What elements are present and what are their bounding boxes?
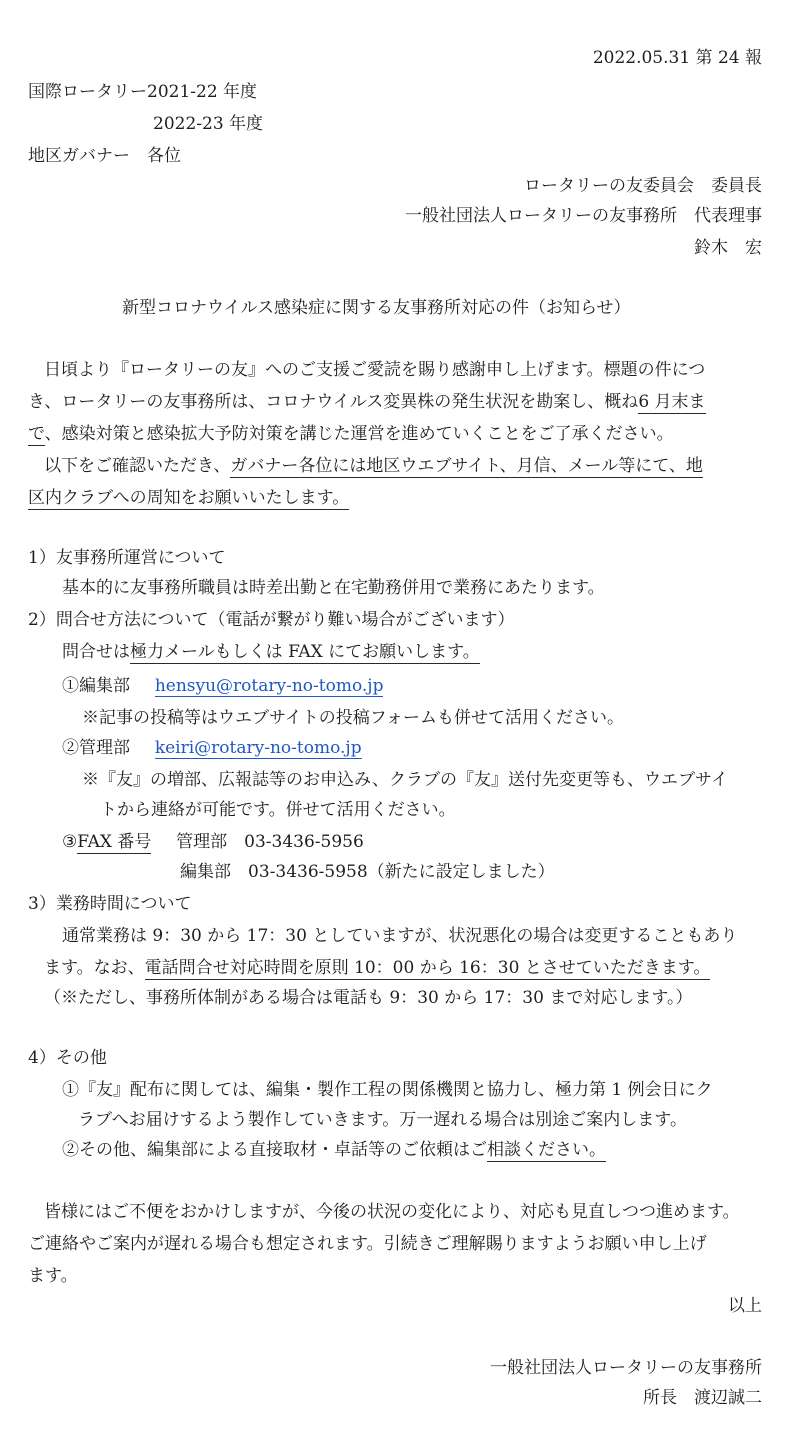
intro-line-2-underlined: 6 月末ま <box>638 392 706 412</box>
intro-line-5-underlined: 区内クラブへの周知をお願いいたします。 <box>28 488 350 508</box>
fax-mark: ③ <box>62 832 78 852</box>
intro-line-4-text: 以下をご確認いただき、 <box>44 456 231 476</box>
intro-line-2 <box>28 392 706 412</box>
editorial-email-link[interactable]: hensyu@rotary-no-tomo.jp <box>154 676 384 696</box>
admin-email-link[interactable]: keiri@rotary-no-tomo.jp <box>154 738 362 758</box>
section-3-line-3: （※ただし、事務所体制がある場合は電話も 9：30 から 17：30 まで対応します。） <box>44 988 693 1008</box>
footer-organization: 一般社団法人ロータリーの友事務所 <box>490 1358 762 1378</box>
fax-label: FAX 番号 <box>77 832 152 852</box>
sender-name: 鈴木 宏 <box>694 238 762 258</box>
intro-line-4 <box>44 456 703 476</box>
contact-admin-label: ②管理部 <box>62 738 130 758</box>
intro-line-5 <box>28 488 349 508</box>
section-3-line-2-underlined: 電話問合せ対応時間を原則 10：00 から 16：30 とさせていただきます。 <box>144 958 711 978</box>
fax-admin: 管理部 03-3436-5956 <box>176 832 364 852</box>
section-3-line-1: 通常業務は 9：30 から 17：30 としていますが、状況悪化の場合は変更することもあり <box>62 926 738 946</box>
section-4-line-3 <box>62 1140 606 1160</box>
contact-admin <box>62 738 362 758</box>
sender-line-2: 一般社団法人ロータリーの友事務所 代表理事 <box>405 206 762 226</box>
section-2-line-1-text: 問合せは <box>62 642 130 662</box>
section-3-heading: 3）業務時間について <box>28 894 192 914</box>
closing-ijo: 以上 <box>728 1296 762 1316</box>
section-2-heading: 2）問合せ方法について（電話が繋がり難い場合がございます） <box>28 610 515 630</box>
footer-person: 所長 渡辺誠二 <box>643 1388 762 1408</box>
section-4-line-2: ラブへお届けするよう製作していきます。万一遅れる場合は別途ご案内します。 <box>78 1110 687 1130</box>
closing-line-3: ます。 <box>28 1266 78 1286</box>
intro-line-3-underlined: で <box>28 424 45 444</box>
section-1-heading: 1）友事務所運営について <box>28 548 226 568</box>
contact-admin-note-2: トから連絡が可能です。併せて活用ください。 <box>100 800 456 820</box>
notice-title: 新型コロナウイルス感染症に関する友事務所対応の件（お知らせ） <box>122 298 631 318</box>
section-4-line-1: ①『友』配布に関しては、編集・製作工程の関係機関と協力し、極力第 1 例会日にク <box>62 1080 713 1100</box>
sender-line-1: ロータリーの友委員会 委員長 <box>524 176 762 196</box>
section-4-line-3-text: ②その他、編集部による直接取材・卓話等のご依頼はご <box>62 1140 487 1160</box>
section-2-line-1 <box>62 642 480 662</box>
section-4-heading: 4）その他 <box>28 1048 107 1068</box>
issue-date: 2022.05.31 第 24 報 <box>592 48 762 68</box>
contact-admin-note-1: ※『友』の増部、広報誌等のお申込み、クラブの『友』送付先変更等も、ウエブサイ <box>82 770 728 790</box>
section-4-line-3-underlined: 相談ください。 <box>487 1140 606 1160</box>
section-3-line-2 <box>44 958 710 978</box>
addressee-line-1: 国際ロータリー2021-22 年度 <box>28 82 258 102</box>
addressee-line-2: 2022-23 年度 <box>153 114 264 134</box>
section-2-line-1-underlined: 極力メールもしくは FAX にてお願いします。 <box>130 642 480 662</box>
intro-line-3 <box>28 424 674 444</box>
contact-editorial-note: ※記事の投稿等はウエブサイトの投稿フォームも併せて活用ください。 <box>82 708 624 728</box>
closing-line-1: 皆様にはご不便をおかけしますが、今後の状況の変化により、対応も見直しつつ進めます。 <box>44 1202 740 1222</box>
section-3-line-2-text: ます。なお、 <box>44 958 145 978</box>
fax-editorial: 編集部 03-3436-5958（新たに設定しました） <box>180 862 555 882</box>
contact-editorial-label: ①編集部 <box>62 676 130 696</box>
addressee-line-3: 地区ガバナー 各位 <box>28 146 181 166</box>
intro-line-4-underlined: ガバナー各位には地区ウエブサイト、月信、メール等にて、地 <box>230 456 703 476</box>
intro-line-3-text: 、感染対策と感染拡大予防対策を講じた運営を進めていくことをご了承ください。 <box>44 424 674 444</box>
intro-line-2-text: き、ロータリーの友事務所は、コロナウイルス変異株の発生状況を勘案し、概ね <box>28 392 639 412</box>
closing-line-2: ご連絡やご案内が遅れる場合も想定されます。引続きご理解賜りますようお願い申し上げ <box>28 1234 707 1254</box>
fax-numbers <box>62 832 364 852</box>
section-1-body: 基本的に友事務所職員は時差出勤と在宅勤務併用で業務にあたります。 <box>62 578 605 598</box>
contact-editorial <box>62 676 383 696</box>
intro-line-1: 日頃より『ロータリーの友』へのご支援ご愛読を賜り感謝申し上げます。標題の件につ <box>44 360 706 380</box>
